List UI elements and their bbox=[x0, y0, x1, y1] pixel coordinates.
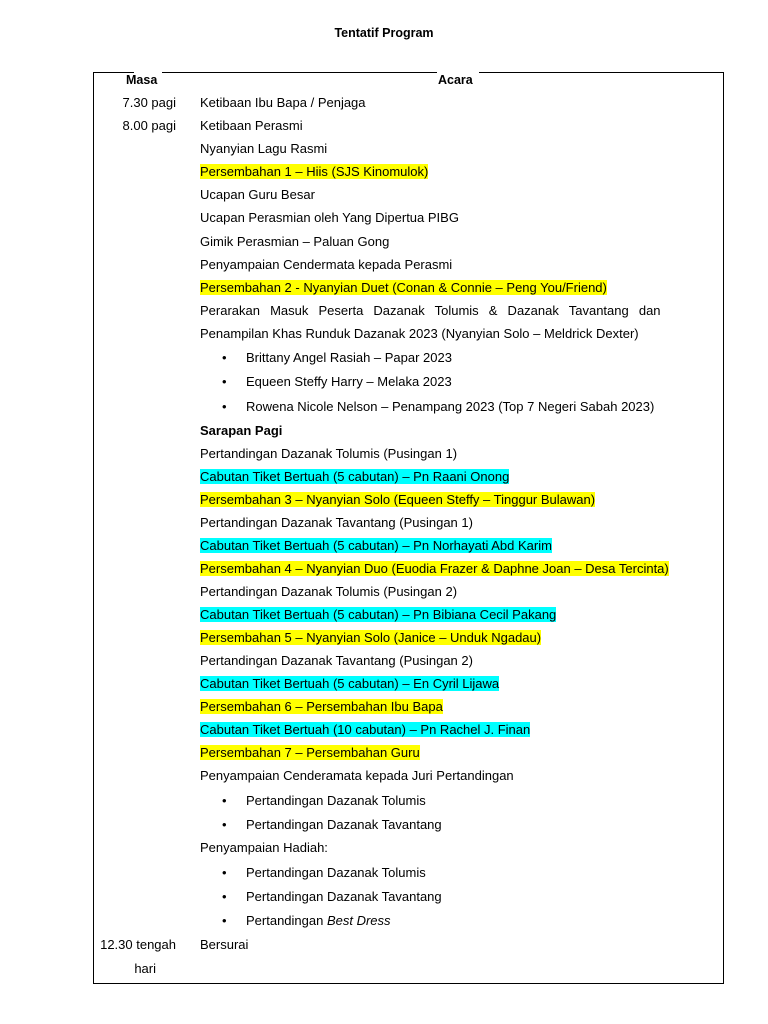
time-cell: hari bbox=[134, 961, 156, 976]
bullet-item: Brittany Angel Rasiah – Papar 2023 bbox=[246, 350, 452, 365]
program-item: Ketibaan Ibu Bapa / Penjaga bbox=[200, 95, 366, 110]
program-item: Pertandingan Dazanak Tavantang (Pusingan 2) bbox=[200, 653, 473, 668]
bullet-item: Pertandingan Dazanak Tavantang bbox=[246, 889, 442, 904]
program-item: Penyampaian Cendermata kepada Perasmi bbox=[200, 257, 453, 272]
performance-item: Persembahan 1 – Hiis (SJS Kinomulok) bbox=[200, 164, 429, 179]
lucky-draw-item: Cabutan Tiket Bertuah (5 cabutan) – Pn Raani Onong bbox=[200, 469, 510, 484]
program-item: Penampilan Khas Runduk Dazanak 2023 (Nyanyian Solo – Meldrick Dexter) bbox=[200, 326, 639, 341]
header-acara: Acara bbox=[438, 73, 473, 87]
bullet-item bbox=[246, 913, 391, 928]
bullet-point: • bbox=[222, 374, 227, 389]
lucky-draw-item: Cabutan Tiket Bertuah (10 cabutan) – Pn Rachel J. Finan bbox=[200, 722, 531, 737]
bullet-item-prefix: Pertandingan bbox=[246, 913, 327, 928]
performance-item: Persembahan 4 – Nyanyian Duo (Euodia Frazer & Daphne Joan – Desa Tercinta) bbox=[200, 561, 669, 576]
lucky-draw-item: Cabutan Tiket Bertuah (5 cabutan) – Pn Bibiana Cecil Pakang bbox=[200, 607, 557, 622]
bullet-item: Rowena Nicole Nelson – Penampang 2023 (Top 7 Negeri Sabah 2023) bbox=[246, 399, 655, 414]
document-title: Tentatif Program bbox=[334, 26, 434, 40]
program-item: Nyanyian Lagu Rasmi bbox=[200, 141, 328, 156]
program-item: Ketibaan Perasmi bbox=[200, 118, 303, 133]
program-item: Penyampaian Hadiah: bbox=[200, 840, 328, 855]
program-item: Pertandingan Dazanak Tolumis (Pusingan 2) bbox=[200, 584, 458, 599]
bullet-point: • bbox=[222, 350, 227, 365]
header-masa: Masa bbox=[126, 73, 158, 87]
performance-item: Persembahan 5 – Nyanyian Solo (Janice – Unduk Ngadau) bbox=[200, 630, 542, 645]
bullet-point: • bbox=[222, 889, 227, 904]
bullet-item: Pertandingan Dazanak Tolumis bbox=[246, 865, 426, 880]
bullet-item: Pertandingan Dazanak Tavantang bbox=[246, 817, 442, 832]
time-cell: 12.30 tengah bbox=[100, 937, 176, 952]
bullet-point: • bbox=[222, 399, 227, 414]
bullet-point: • bbox=[222, 817, 227, 832]
program-item: Pertandingan Dazanak Tolumis (Pusingan 1) bbox=[200, 446, 458, 461]
performance-item: Persembahan 2 - Nyanyian Duet (Conan & Connie – Peng You/Friend) bbox=[200, 280, 607, 295]
bullet-item: Pertandingan Dazanak Tolumis bbox=[246, 793, 426, 808]
breakfast-item: Sarapan Pagi bbox=[200, 423, 283, 438]
bullet-point: • bbox=[222, 865, 227, 880]
lucky-draw-item: Cabutan Tiket Bertuah (5 cabutan) – Pn Norhayati Abd Karim bbox=[200, 538, 552, 553]
lucky-draw-item: Cabutan Tiket Bertuah (5 cabutan) – En Cyril Lijawa bbox=[200, 676, 500, 691]
bullet-point: • bbox=[222, 793, 227, 808]
program-item: Gimik Perasmian – Paluan Gong bbox=[200, 234, 390, 249]
bullet-item-italic: Best Dress bbox=[326, 913, 391, 928]
performance-item: Persembahan 7 – Persembahan Guru bbox=[200, 745, 420, 760]
program-item: Perarakan Masuk Peserta Dazanak Tolumis & Dazanak Tavantang dan bbox=[200, 303, 661, 318]
bullet-item: Equeen Steffy Harry – Melaka 2023 bbox=[246, 374, 452, 389]
program-item: Pertandingan Dazanak Tavantang (Pusingan 1) bbox=[200, 515, 473, 530]
program-item: Penyampaian Cenderamata kepada Juri Pertandingan bbox=[200, 768, 514, 783]
performance-item: Persembahan 3 – Nyanyian Solo (Equeen Steffy – Tinggur Bulawan) bbox=[200, 492, 596, 507]
program-item: Ucapan Guru Besar bbox=[200, 187, 315, 202]
time-cell: 8.00 pagi bbox=[122, 118, 176, 133]
program-item: Bersurai bbox=[200, 937, 249, 952]
bullet-point: • bbox=[222, 913, 227, 928]
program-item: Ucapan Perasmian oleh Yang Dipertua PIBG bbox=[200, 210, 459, 225]
time-cell: 7.30 pagi bbox=[122, 95, 176, 110]
performance-item: Persembahan 6 – Persembahan Ibu Bapa bbox=[200, 699, 443, 714]
